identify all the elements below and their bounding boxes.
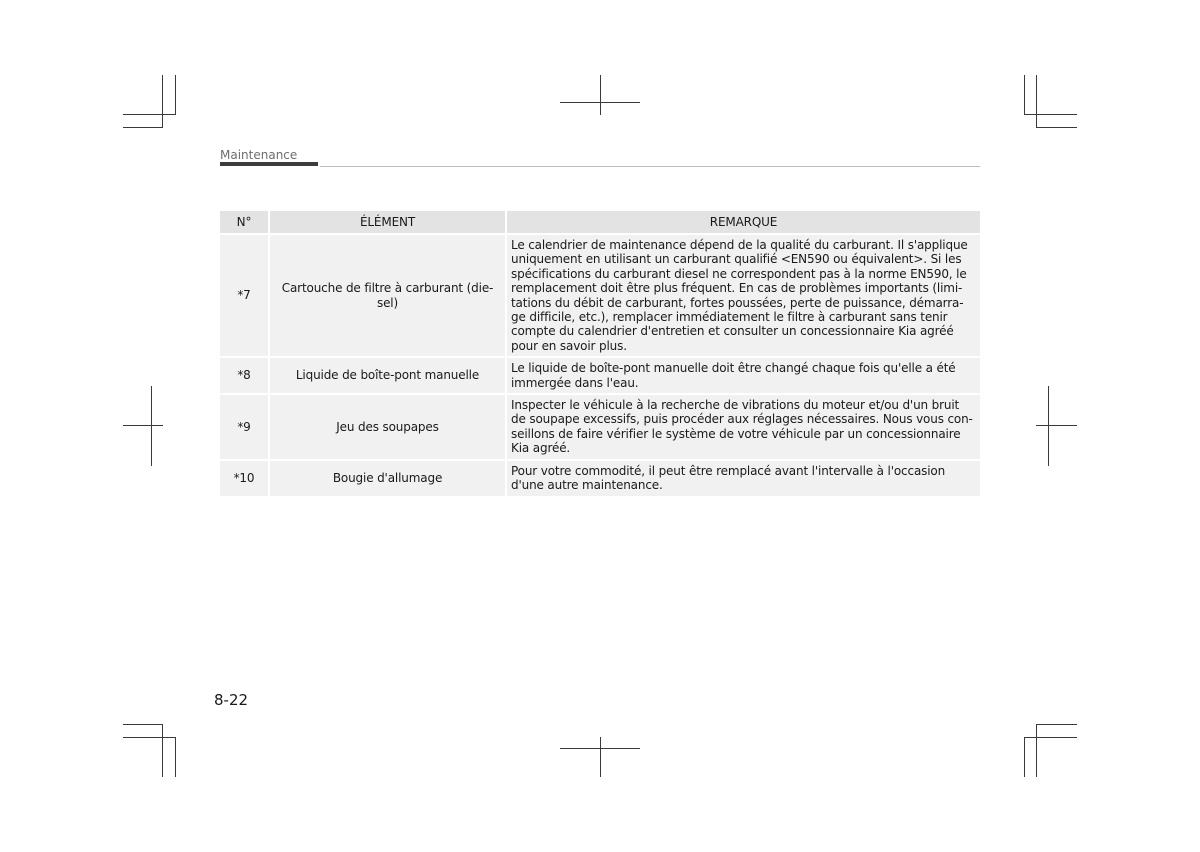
crop-mark xyxy=(1024,737,1025,777)
row-remark: Inspecter le véhicule à la recherche de vibrations du moteur et/ou d'un bruit de soupape excessifs, puis procéder aux réglages nécessaires. Nous vous con-seillons de faire vérifier le système de votre véhicule par un concessionnaire Kia agréé. xyxy=(505,393,980,459)
row-remark: Le calendrier de maintenance dépend de la qualité du carburant. Il s'applique uniquement en utilisant un carburant qualifié <EN590 ou équivalent>. Si les spécifications du carburant diesel ne correspondent pas à la norme EN590, le remplacement doit être plus fréquent. En cas de problèmes importants (limi-tations du débit de carburant, fortes poussées, perte de puissance, démarra-ge difficile, etc.), remplacer immédiatement le filtre à carburant sans tenir compte du calendrier d'entretien et consulter un concessionnaire Kia agréé pour en savoir plus. xyxy=(505,233,980,356)
crop-mark xyxy=(1036,127,1077,128)
registration-mark xyxy=(600,75,601,115)
crop-mark xyxy=(123,737,176,738)
registration-mark xyxy=(600,737,601,777)
crop-mark xyxy=(1036,724,1077,725)
row-number: *8 xyxy=(220,356,268,393)
section-title-underline xyxy=(220,162,318,166)
column-header-remark: REMARQUE xyxy=(505,211,980,233)
row-remark: Pour votre commodité, il peut être remplacé avant l'intervalle à l'occasion d'une autre maintenance. xyxy=(505,459,980,496)
row-item: Liquide de boîte-pont manuelle xyxy=(268,356,505,393)
registration-mark xyxy=(1036,425,1077,426)
page-number: 8-22 xyxy=(214,691,249,709)
section-title: Maintenance xyxy=(220,148,298,162)
crop-mark xyxy=(162,724,163,777)
row-number: *10 xyxy=(220,459,268,496)
row-item: Bougie d'allumage xyxy=(268,459,505,496)
registration-mark xyxy=(123,425,163,426)
registration-mark xyxy=(151,386,152,466)
registration-mark xyxy=(1048,386,1049,466)
header-rule xyxy=(320,166,980,167)
crop-mark xyxy=(123,724,163,725)
crop-mark xyxy=(1024,114,1077,115)
row-remark: Le liquide de boîte-pont manuelle doit être changé chaque fois qu'elle a été immergée dans l'eau. xyxy=(505,356,980,393)
column-header-item: ÉLÉMENT xyxy=(268,211,505,233)
crop-mark xyxy=(1024,737,1077,738)
crop-mark xyxy=(1036,724,1037,777)
maintenance-table xyxy=(220,211,980,496)
table-row xyxy=(220,356,980,393)
crop-mark xyxy=(1036,75,1037,128)
crop-mark xyxy=(175,75,176,115)
column-header-number: N° xyxy=(220,211,268,233)
table-row xyxy=(220,459,980,496)
crop-mark xyxy=(123,114,176,115)
row-number: *7 xyxy=(220,233,268,356)
crop-mark xyxy=(162,75,163,128)
row-number: *9 xyxy=(220,393,268,459)
table-row xyxy=(220,233,980,356)
row-item: Cartouche de filtre à carburant (die-sel) xyxy=(268,233,505,356)
crop-mark xyxy=(1024,75,1025,115)
crop-mark xyxy=(175,737,176,777)
row-item: Jeu des soupapes xyxy=(268,393,505,459)
crop-mark xyxy=(123,127,163,128)
table-row xyxy=(220,393,980,459)
table-header-row xyxy=(220,211,980,233)
